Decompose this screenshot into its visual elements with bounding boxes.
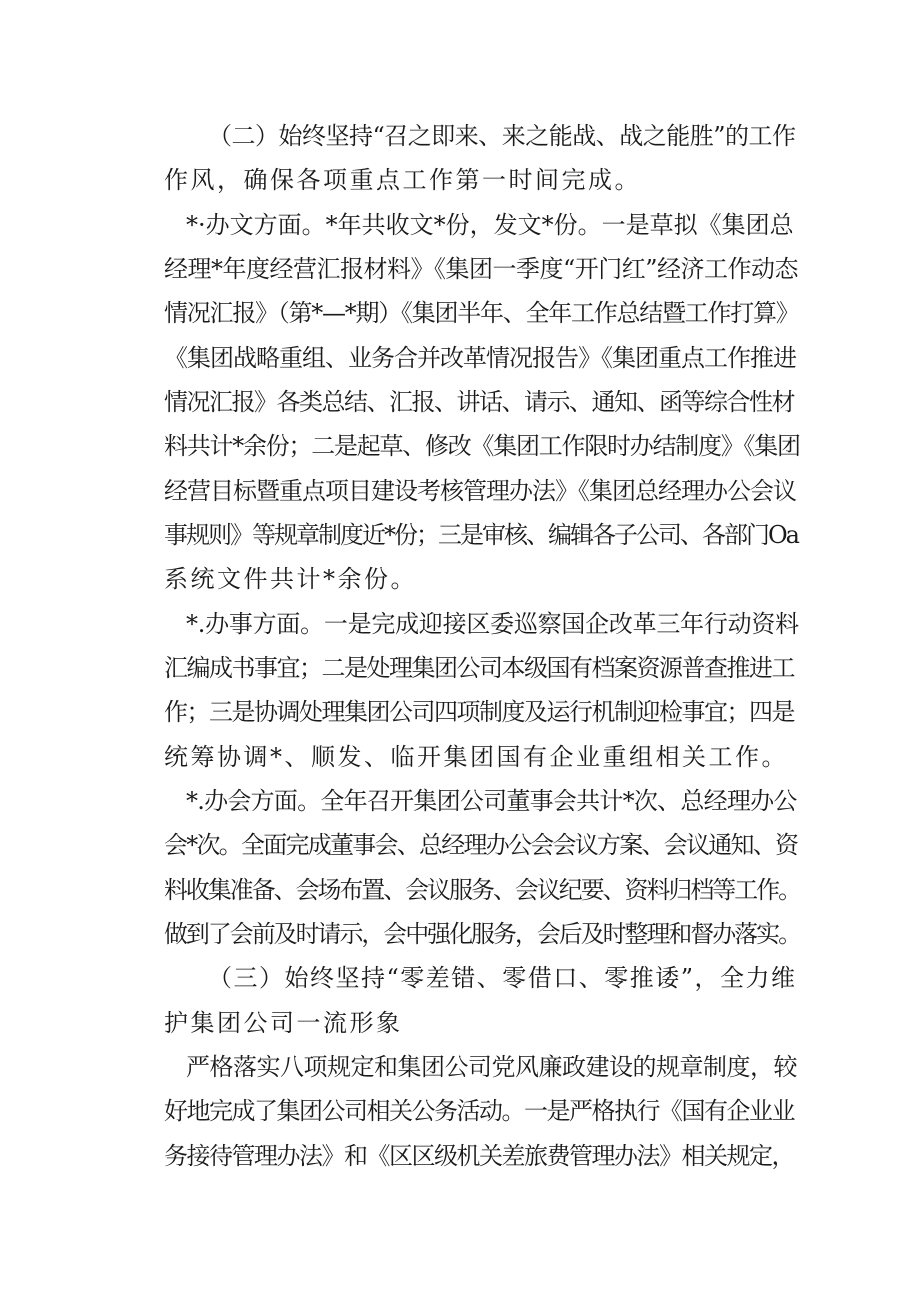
- text-line: 料收集准备、会场布置、会议服务、会议纪要、资料归档等工作。: [164, 876, 800, 904]
- text-line: 严格落实八项规定和集团公司党风廉政建设的规章制度，较: [186, 1053, 797, 1081]
- text-line: 护集团公司一流形象: [164, 1009, 403, 1037]
- text-line: 系统文件共计*余份。: [164, 565, 417, 593]
- text-line: 经理*年度经营汇报材料》《集团一季度“开门红”经济工作动态: [164, 255, 799, 283]
- text-line: （二）始终坚持“召之即来、来之能战、战之能胜”的工作: [208, 122, 796, 150]
- text-line: 作；三是协调处理集团公司四项制度及运行机制迎检事宜；四是: [164, 698, 794, 726]
- text-line: 务接待管理办法》和《区区级机关差旅费管理办法》相关规定，: [164, 1142, 794, 1170]
- text-line: 统筹协调*、顺发、临开集团国有企业重组相关工作。: [164, 743, 788, 771]
- text-line: 汇编成书事宜；二是处理集团公司本级国有档案资源普查推进工: [164, 654, 794, 682]
- text-line: *.办事方面。一是完成迎接区委巡察国企改革三年行动资料: [186, 610, 799, 638]
- text-line: *·办文方面。*年共收文*份，发文*份。一是草拟《集团总: [186, 211, 794, 239]
- text-line: 做到了会前及时请示，会中强化服务，会后及时整理和督办落实。: [164, 920, 800, 948]
- text-line: 《集团战略重组、业务合并改革情况报告》《集团重点工作推进: [164, 344, 796, 372]
- text-line: 料共计*余份；二是起草、修改《集团工作限时办结制度》《集团: [164, 432, 800, 460]
- text-line: 会*次。全面完成董事会、总经理办公会会议方案、会议通知、资: [164, 831, 798, 859]
- text-line: 经营目标暨重点项目建设考核管理办法》《集团总经理办公会议: [164, 477, 796, 505]
- text-line: 情况汇报》（第*—*期）《集团半年、全年工作总结暨工作打算》: [164, 299, 799, 327]
- text-line: 好地完成了集团公司相关公务活动。一是严格执行《国有企业业: [164, 1097, 794, 1125]
- text-line: 事规则》等规章制度近*份；三是审核、编辑各子公司、各部门Oa: [164, 521, 798, 549]
- text-line: *.办会方面。全年召开集团公司董事会共计*次、总经理办公: [186, 787, 797, 815]
- text-line: （三）始终坚持“零差错、零借口、零推诿”，全力维: [208, 964, 797, 992]
- text-line: 情况汇报》各类总结、汇报、讲话、请示、通知、函等综合性材: [164, 388, 794, 416]
- text-line: 作风，确保各项重点工作第一时间完成。: [164, 166, 641, 194]
